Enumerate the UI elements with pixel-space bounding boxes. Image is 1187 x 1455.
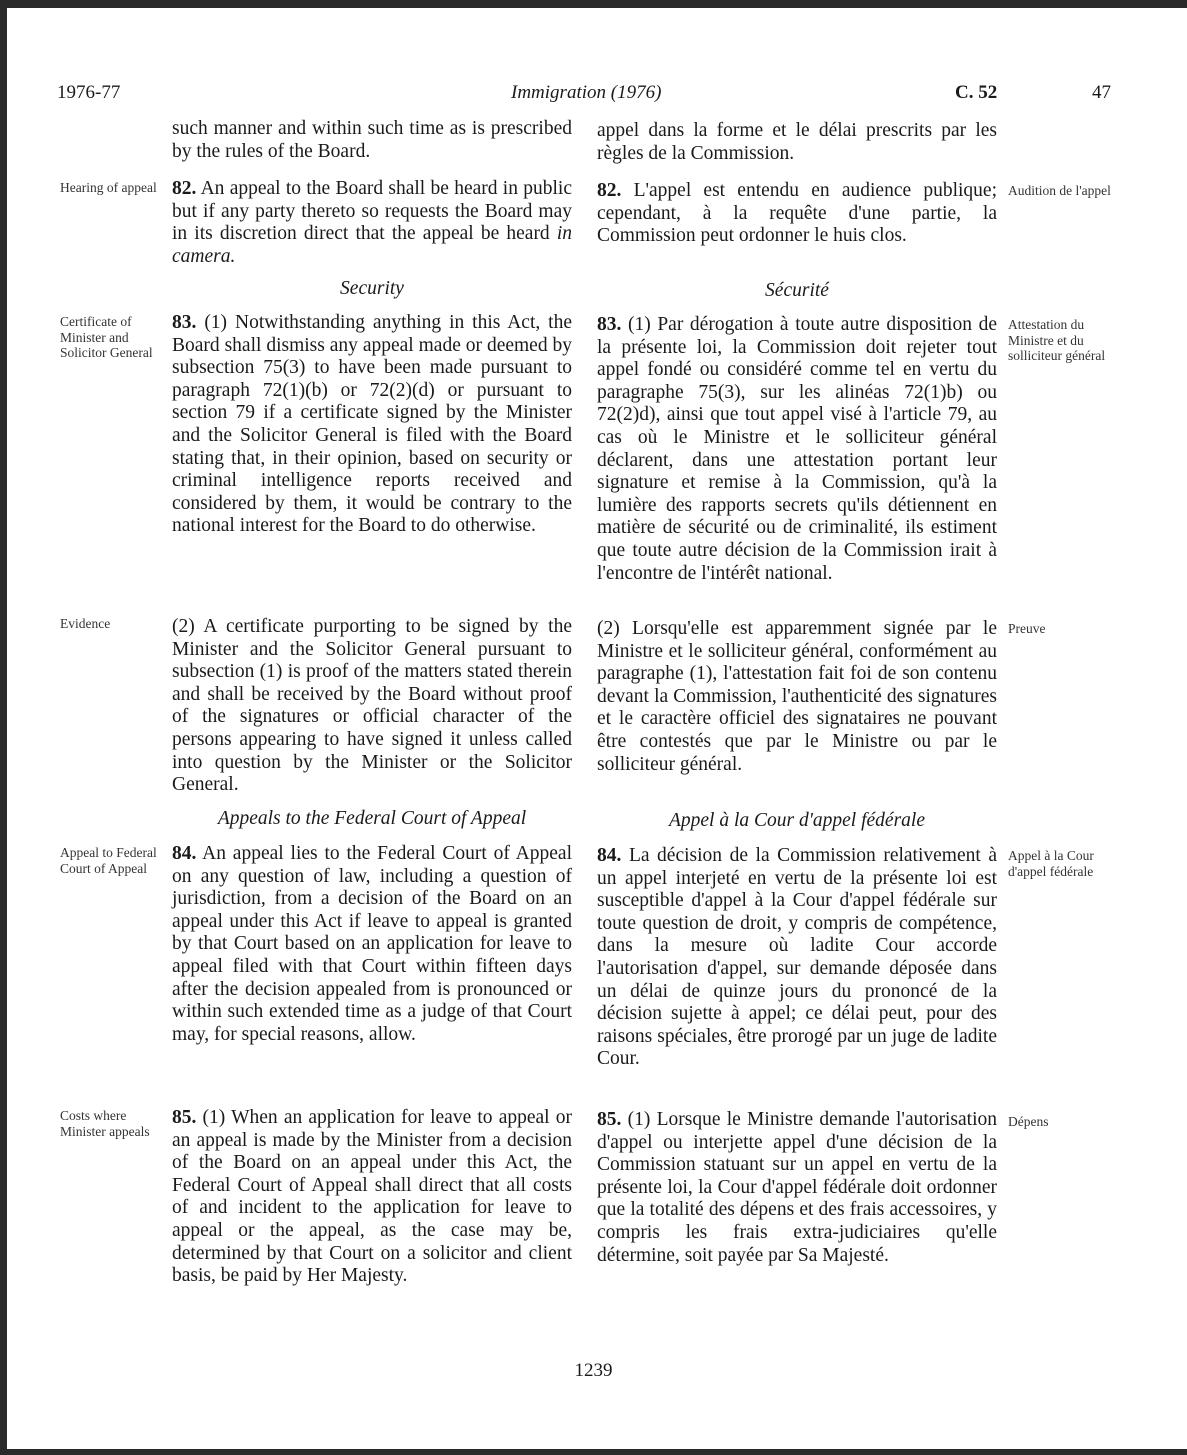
fr-section-84 <box>597 845 997 1071</box>
fr-s84-text: La décision de la Commission relativement à un appel interjeté en vertu de la présente loi est susceptible d'appel à la Cour d'appel fédérale sur toute question de droit, y compris de compétence, dans la mesure où ladite Cour accorde l'autorisation d'appel, sur demande déposée dans un délai de quinze jours du prononcé de la décision sujette à appel; ce délai peut, pour des raisons spéciales, être prorogé par un juge de ladite Cour. <box>597 845 997 1070</box>
margin-note-evidence-en: Evidence <box>60 616 111 631</box>
en-s82-end: in camera. <box>172 223 573 267</box>
heading-appeals-en: Appeals to the Federal Court of Appeal <box>217 808 527 829</box>
fr-s82-text: L'appel est entendu en audience publique; cependant, à la requête d'une partie, la Commission peut ordonner le huis clos. <box>597 180 997 247</box>
margin-note-costs-fr: Dépens <box>1008 1114 1049 1129</box>
fr-section-83-1 <box>597 314 997 585</box>
heading-security-en: Security <box>340 278 404 299</box>
en-s84-number: 84. <box>172 843 197 864</box>
fr-s83-number: 83. <box>597 314 622 335</box>
en-section-83-2: (2) A certificate purporting to be signed by the Minister and the Solicitor General pursuant to subsection (1) is proof of the matters stated therein and shall be received by the Board without proof of the signatures or official character of the persons appearing to have signed it unless called into question by the Minister or the Solicitor General. <box>172 616 572 796</box>
fr-section-82 <box>597 180 997 248</box>
fr-s82-number: 82. <box>597 180 622 201</box>
fr-s84-number: 84. <box>597 845 622 866</box>
margin-note-evidence-fr: Preuve <box>1008 621 1046 636</box>
en-continuation: such manner and within such time as is prescribed by the rules of the Board. <box>172 118 572 162</box>
fr-s85-text: (1) Lorsque le Ministre demande l'autorisation d'appel ou interjette appel d'une décision de la Commission statuant sur un appel en vertu de la présente loi, la Cour d'appel fédérale doit ordonner que la totalité des dépens et des frais accessoires, y compris les frais extra-judiciaires qu'elle détermine, soit payée par Sa Majesté. <box>597 1109 998 1266</box>
en-s84-text: An appeal lies to the Federal Court of Appeal on any question of law, including a question of jurisdiction, from a decision of the Board on an appeal under this Act if leave to appeal is granted by that Court based on an application for leave to appeal filed with that Court within fifteen days after the decision appealed from is pronounced or within such extended time as a judge of that Court may, for special reasons, allow. <box>172 843 572 1045</box>
margin-note-certificate-fr: Attestation du Ministre et du solliciteur général <box>1008 317 1106 363</box>
en-s82-text: An appeal to the Board shall be heard in public but if any party thereto so requests the Board may in its discretion direct that the appeal be heard <box>172 178 572 245</box>
margin-note-appeal-fc-fr: Appel à la Cour d'appel fédérale <box>1008 848 1094 879</box>
en-s82-number: 82. <box>172 178 197 199</box>
header-title: Immigration (1976) <box>511 82 662 103</box>
header-year: 1976-77 <box>57 82 121 103</box>
margin-note-appeal-fc-en: Appeal to Federal Court of Appeal <box>60 845 157 876</box>
fr-s83-1-text: (1) Par dérogation à toute autre disposition de la présente loi, la Commission doit rejeter tout appel fondé ou considéré comme tel en vertu du paragraphe 75(3), sur les alinéas 72(1)b) ou 72(2)d), ainsi que tout appel visé à l'article 79, au cas où le Ministre et le solliciteur général déclarent, dans une attestation portant leur signature et remise à la Commission, qu'à la lumière des rapports secrets qu'ils détiennent en matière de sécurité ou de criminalité, ils estiment que toute autre décision de la Commission irait à l'encontre de l'intérêt national. <box>597 314 997 584</box>
en-section-82 <box>172 178 572 268</box>
fr-section-83-2: (2) Lorsqu'elle est apparemment signée par le Ministre et le solliciteur général, conformément au paragraphe (1), l'attestation fait foi de son contenu devant la Commission, l'authenticité des signatures et le caractère officiel des signataires ne pouvant être contestés que par le Ministre ou par le solliciteur général. <box>597 618 997 775</box>
heading-security-fr: Sécurité <box>765 280 829 301</box>
en-section-84 <box>172 843 572 1046</box>
margin-note-costs-en: Costs where Minister appeals <box>60 1108 150 1139</box>
margin-note-hearing-fr: Audition de l'appel <box>1008 183 1111 198</box>
en-s83-number: 83. <box>172 312 197 333</box>
en-s85-text: (1) When an application for leave to appeal or an appeal is made by the Minister from a decision of the Board on an appeal under this Act, the Federal Court of Appeal shall direct that all costs of and incident to the application for leave to appeal or the appeal, as the case may be, determined by that Court on a solicitor and client basis, be paid by Her Majesty. <box>172 1107 573 1287</box>
heading-appeals-fr: Appel à la Cour d'appel fédérale <box>668 810 925 831</box>
header-chapter: C. 52 <box>955 82 998 103</box>
en-section-85 <box>172 1107 572 1288</box>
en-section-83-1 <box>172 312 572 538</box>
margin-note-hearing-en: Hearing of appeal <box>60 180 157 195</box>
header-page-number: 47 <box>1092 82 1111 103</box>
margin-note-certificate-en: Certificate of Minister and Solicitor General <box>60 314 153 360</box>
page-folio: 1239 <box>574 1360 613 1381</box>
en-s83-1-text: (1) Notwithstanding anything in this Act, the Board shall dismiss any appeal made or deemed by subsection 75(3) to have been made pursuant to paragraph 72(1)(b) or 72(2)(d) or pursuant to section 79 if a certificate signed by the Minister and the Solicitor General is filed with the Board stating that, in their opinion, based on security or criminal intelligence reports received and considered by them, it would be contrary to the national interest for the Board to do otherwise. <box>172 312 573 537</box>
fr-continuation: appel dans la forme et le délai prescrits par les règles de la Commission. <box>597 120 997 164</box>
en-s85-number: 85. <box>172 1107 197 1128</box>
fr-section-85 <box>597 1109 997 1267</box>
fr-s85-number: 85. <box>597 1109 622 1130</box>
